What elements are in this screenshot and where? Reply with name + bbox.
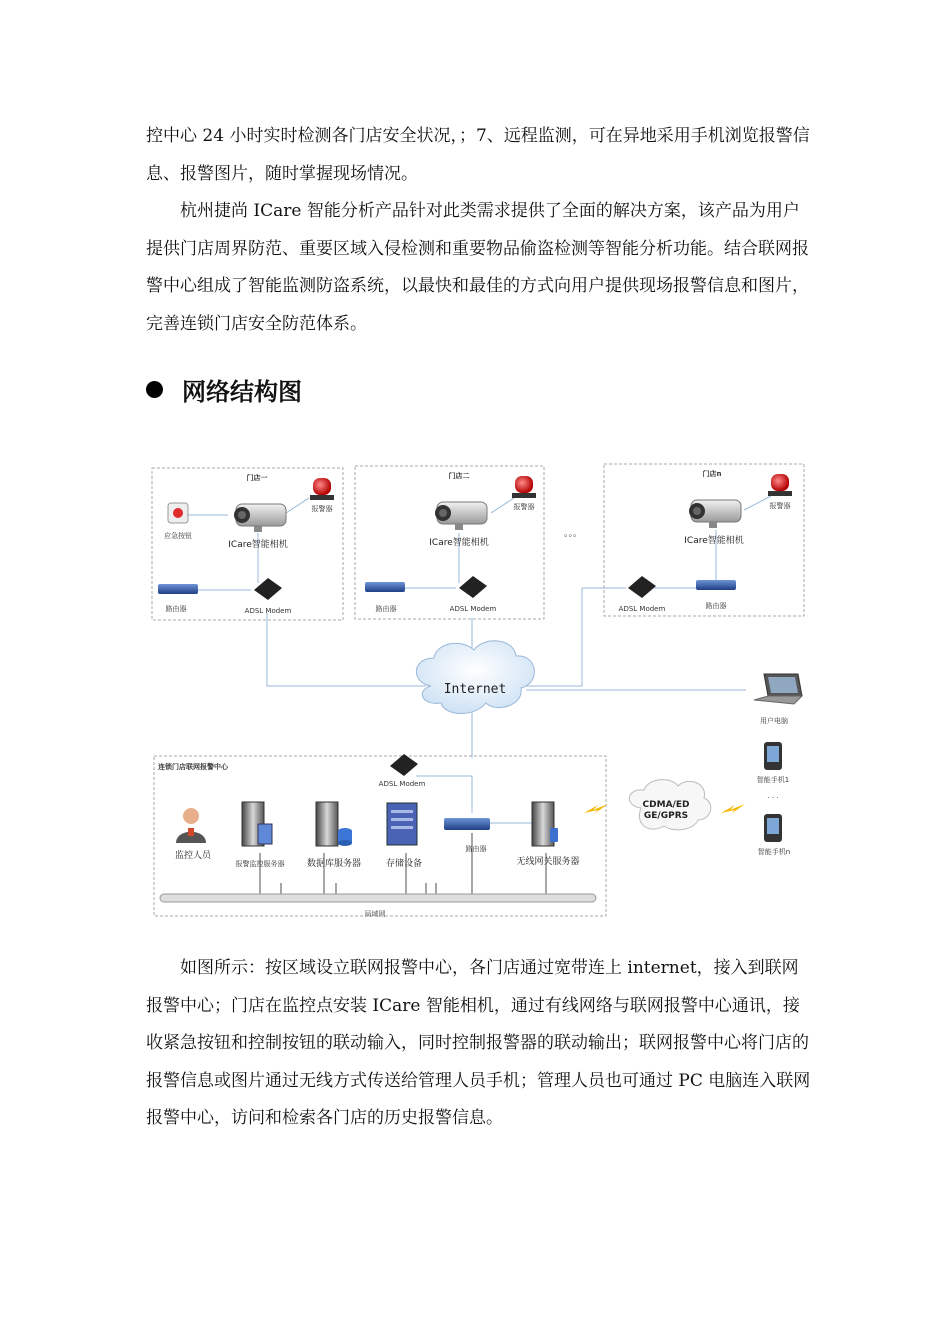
center-title: 连锁门店联网报警中心 — [158, 763, 228, 771]
storage-icon — [387, 803, 417, 845]
router-icon — [365, 582, 405, 592]
database-server-icon — [316, 802, 352, 846]
lan-label: 局域网 — [364, 910, 386, 918]
modem-icon — [390, 754, 418, 776]
modem-icon — [459, 576, 487, 598]
wireless-line1: CDMA/ED — [642, 800, 690, 810]
center-modem-label: ADSL Modem — [378, 780, 426, 788]
store2-title: 门店二 — [448, 472, 470, 480]
server-icon — [242, 802, 272, 846]
network-diagram — [146, 458, 811, 923]
emergency-label: 应急按钮 — [164, 532, 192, 540]
lightning-icon — [721, 804, 745, 814]
storage-label: 存储设备 — [385, 859, 423, 869]
bullet-icon — [146, 381, 163, 398]
alarm-siren-icon — [310, 478, 334, 500]
laptop-icon — [754, 674, 802, 704]
monitor-person-label: 监控人员 — [174, 851, 212, 861]
modem-label: ADSL Modem — [618, 605, 666, 613]
camera-icon — [689, 500, 741, 528]
lan-bus-icon — [160, 894, 596, 902]
camera-label: ICare智能相机 — [684, 536, 744, 546]
alarm-label: 报警器 — [513, 503, 535, 511]
camera-label: ICare智能相机 — [228, 540, 288, 550]
paragraph-3: 如图所示：按区域设立联网报警中心，各门店通过宽带连上 internet，接入到联网报警中心；门店在监控点安装 ICare 智能相机，通过有线网络与联网报警中心通讯，接收紧急按钮和控制按钮的联动输入，同时控制报警器的联动输出；联网报警中心将门店的报警信息或图片通过无线方式传送给管理人员手机；管理人员也可通过 PC 电脑连入联网报警中心，访问和检索各门店的历史报警信息。 — [146, 958, 811, 1128]
person-icon — [176, 808, 206, 843]
center-router-label: 路由器 — [465, 845, 487, 853]
router-icon — [158, 584, 198, 594]
camera-icon — [435, 502, 487, 530]
router-icon — [696, 580, 736, 590]
gateway-server-label: 无线网关服务器 — [516, 857, 580, 867]
section-title: 网络结构图 — [182, 378, 302, 406]
router-label: 路由器 — [375, 605, 397, 613]
alarm-label: 报警器 — [769, 502, 791, 510]
alarm-siren-icon — [768, 474, 792, 496]
camera-label: ICare智能相机 — [429, 538, 489, 548]
smartphone-icon — [764, 814, 782, 842]
modem-label: ADSL Modem — [449, 605, 497, 613]
internet-cloud-icon — [416, 641, 534, 714]
lightning-icon — [584, 804, 608, 814]
router-icon — [444, 818, 490, 830]
db-server-label: 数据库服务器 — [306, 859, 362, 869]
internet-label: Internet — [443, 682, 507, 697]
router-label: 路由器 — [165, 605, 187, 613]
router-label: 路由器 — [705, 602, 727, 610]
modem-label: ADSL Modem — [244, 607, 292, 615]
store3-title: 门店n — [702, 470, 722, 478]
paragraph-2: 杭州捷尚 ICare 智能分析产品针对此类需求提供了全面的解决方案，该产品为用户提供门店周界防范、重要区域入侵检测和重要物品偷盗检测等智能分析功能。结合联网报警中心组成了智能监测防盗系统，以最快和最佳的方式向用户提供现场报警信息和图片，完善连锁门店安全防范体系。 — [146, 201, 809, 334]
gateway-server-icon — [532, 802, 558, 846]
smartphone-icon — [764, 742, 782, 770]
phone1-label: 智能手机1 — [756, 776, 790, 784]
wireless-line2: GE/GPRS — [643, 811, 689, 821]
stores-ellipsis: 。。。 — [563, 529, 583, 539]
section-heading — [146, 372, 302, 407]
camera-icon — [234, 504, 286, 532]
user-pc-label: 用户电脑 — [760, 717, 788, 725]
alarm-siren-icon — [512, 476, 536, 498]
alarm-server-label: 报警监控服务器 — [235, 860, 285, 868]
alarm-label: 报警器 — [311, 505, 333, 513]
store1-title: 门店一 — [246, 474, 268, 482]
modem-icon — [628, 576, 656, 598]
emergency-button-icon — [168, 503, 188, 523]
paragraph-1: 控中心 24 小时实时检测各门店安全状况，；7、远程监测，可在异地采用手机浏览报警信息、报警图片，随时掌握现场情况。 — [146, 126, 810, 184]
phone-n-label: 智能手机n — [757, 848, 791, 856]
phone-dots: · · · — [767, 794, 779, 802]
